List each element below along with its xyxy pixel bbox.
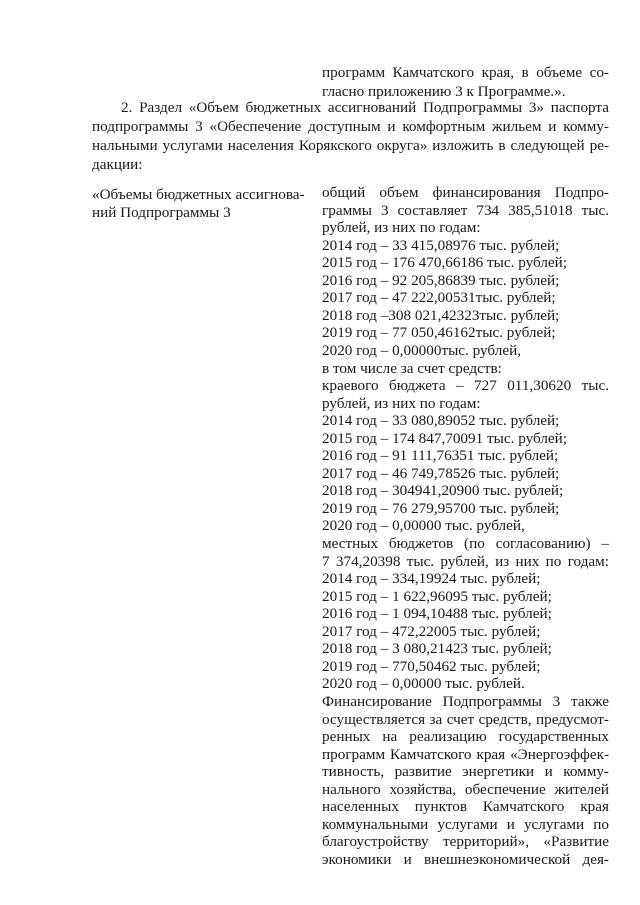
- text-line: нальными услугами населения Корякского округа» изложить в следующей ре-: [92, 137, 609, 154]
- table-cell-text: 2015 год – 1 622,96095 тыс. рублей;: [322, 587, 552, 605]
- table-cell-text: 2016 год – 91 111,76351 тыс. рублей;: [322, 447, 559, 465]
- table-cell-text: 2017 год – 46 749,78526 тыс. рублей;: [322, 464, 560, 482]
- table-cell-text: 2020 год – 0,00000тыс. рублей,: [322, 341, 522, 359]
- table-cell-text: 7 374,20398 тыс. рублей, из них по годам:: [322, 552, 609, 570]
- table-cell-text: 2014 год – 33 415,08976 тыс. рублей;: [322, 236, 560, 254]
- table-cell-text: 2014 год – 33 080,89052 тыс. рублей;: [322, 412, 560, 430]
- table-cell-text: нального хозяйства, обеспечение жителей: [322, 780, 609, 798]
- table-cell-text: 2016 год – 92 205,86839 тыс. рублей;: [322, 271, 560, 289]
- table-cell-text: рублей, из них по годам:: [322, 219, 481, 237]
- table-cell-text: 2019 год – 77 050,46162тыс. рублей;: [322, 324, 556, 342]
- table-cell-text: краевого бюджета – 727 011,30620 тыс.: [322, 377, 609, 395]
- table-cell-text: 2018 год – 304941,20900 тыс. рублей;: [322, 482, 564, 500]
- table-cell-text: Финансирование Подпрограммы 3 также: [322, 692, 609, 710]
- table-cell-text: местных бюджетов (по согласованию) –: [322, 535, 609, 552]
- table-cell-text: 2015 год – 176 470,66186 тыс. рублей;: [322, 254, 567, 272]
- table-cell-text: 2016 год – 1 094,10488 тыс. рублей;: [322, 605, 552, 623]
- table-cell-text: осуществляется за счет средств, предусмот-: [322, 710, 609, 728]
- table-cell-text: 2015 год – 174 847,70091 тыс. рублей;: [322, 429, 567, 447]
- table-cell-text: 2017 год – 47 222,00531тыс. рублей;: [322, 289, 556, 307]
- table-cell-text: экономики и внешнеэкономической дея-: [322, 850, 609, 868]
- table-cell-text: населенных пунктов Камчатского края: [322, 798, 609, 816]
- table-cell-text: 2018 год – 3 080,21423 тыс. рублей;: [322, 640, 552, 658]
- table-cell-text: общий объем финансирования Подпро-: [322, 184, 609, 201]
- text-line: подпрограммы 3 «Обеспечение доступным и комфортным жильем и комму-: [92, 118, 609, 135]
- text-line: 2. Раздел «Объем бюджетных ассигнований Подпрограммы 3» паспорта: [121, 99, 609, 116]
- table-cell-text: 2020 год – 0,00000 тыс. рублей,: [322, 517, 525, 535]
- table-cell-text: рублей, из них по годам:: [322, 394, 481, 412]
- table-cell-text: 2017 год – 472,22005 тыс. рублей;: [322, 622, 541, 640]
- table-cell-text: 2018 год –308 021,42323тыс. рублей;: [322, 306, 560, 324]
- table-cell-text: тивность, развитие энергетики и комму-: [322, 763, 609, 781]
- text-line: программ Камчатского края, в объеме со-: [322, 64, 609, 81]
- table-cell-text: 2020 год – 0,00000 тыс. рублей.: [322, 675, 525, 693]
- table-cell-text: в том числе за счет средств:: [322, 359, 502, 377]
- table-cell-text: 2019 год – 770,50462 тыс. рублей;: [322, 657, 541, 675]
- table-cell-text: «Объемы бюджетных ассигнова-: [92, 186, 305, 203]
- table-cell-text: 2019 год – 76 279,95700 тыс. рублей;: [322, 499, 560, 517]
- table-cell-text: ренных на реализацию государственных: [322, 728, 609, 746]
- table-cell-text: ний Подпрограммы 3: [92, 203, 231, 221]
- table-cell-text: программ Камчатского края «Энергоэффек-: [322, 745, 609, 763]
- table-cell-text: граммы 3 составляет 734 385,51018 тыс.: [322, 201, 609, 219]
- table-cell-text: 2014 год – 334,19924 тыс. рублей;: [322, 570, 541, 588]
- table-cell-text: благоустройству территорий», «Развитие: [322, 833, 609, 851]
- text-line: гласно приложению 3 к Программе.».: [322, 83, 566, 100]
- table-cell-text: коммунальными услугами и услугами по: [322, 815, 609, 833]
- text-line: дакции:: [92, 156, 143, 173]
